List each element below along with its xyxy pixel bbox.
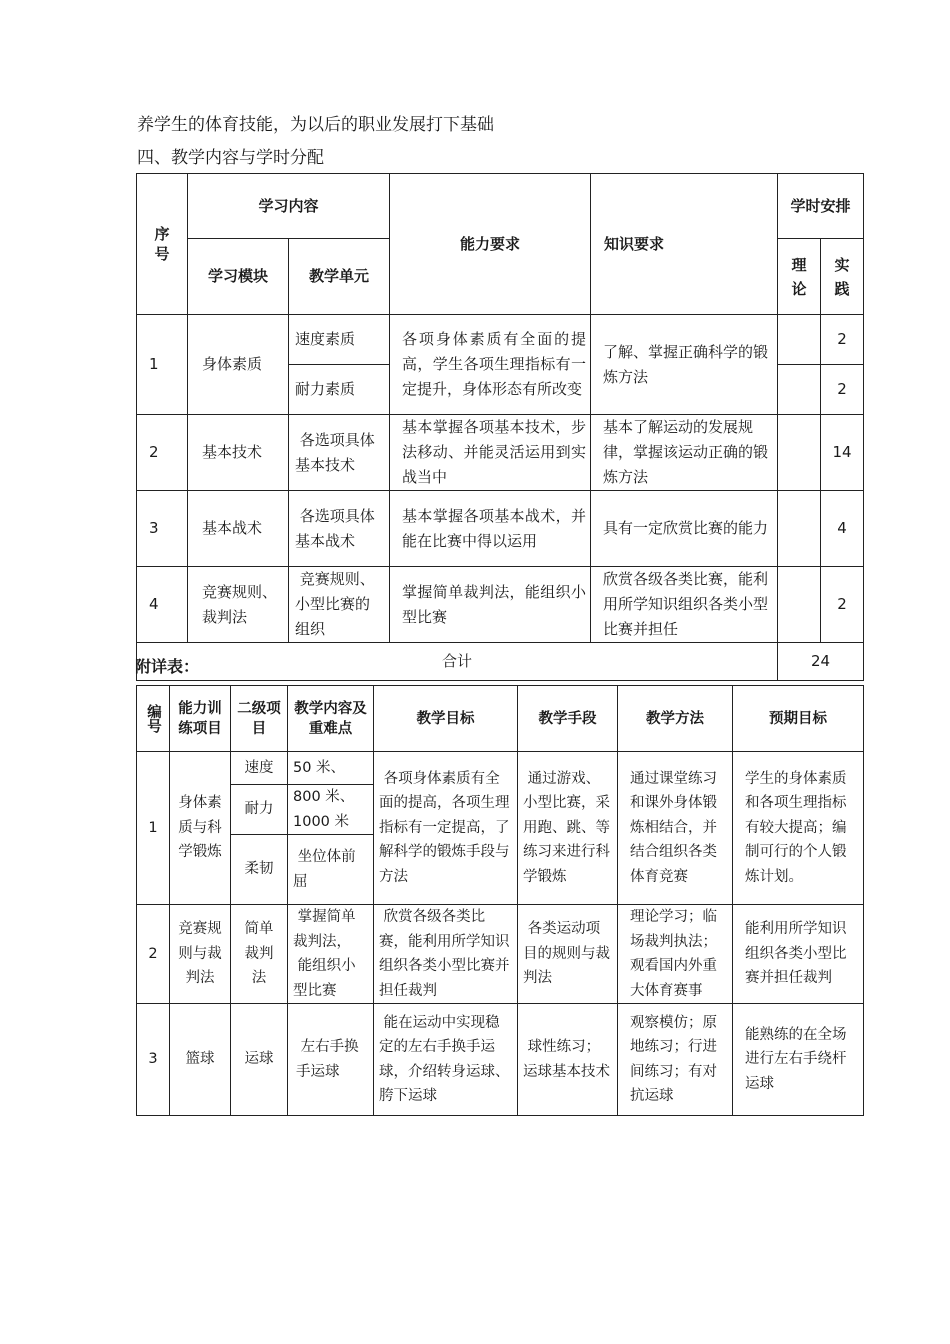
t2-row1-means: 通过游戏、小型比赛，采用跑、跳、等练习来进行科学锻炼: [518, 752, 618, 905]
t2-header-goal: 教学目标: [374, 686, 518, 752]
row2-knowledge: 基本了解运动的发展规律，掌握该运动正确的锻炼方法: [591, 415, 778, 491]
row4-ability: 掌握简单裁判法，能组织小型比赛: [390, 567, 591, 643]
t2-header-num: 编号: [137, 686, 170, 752]
header-theory: 理 论: [778, 239, 821, 315]
t2-row1-expected: 学生的身体素质和各项生理指标有较大提高；编制可行的个人锻炼计划。: [733, 752, 864, 905]
row4-knowledge: 欣赏各级各类比赛，能利用所学知识组织各类小型比赛并担任: [591, 567, 778, 643]
total-value: 24: [778, 643, 864, 681]
t2-row3-item: 篮球: [170, 1004, 231, 1116]
appendix-detail-table: [136, 685, 864, 1116]
t2-row2-means: 各类运动项目的规则与裁判法: [518, 905, 618, 1004]
t2-row1-sub1-content: 50 米、: [288, 752, 374, 785]
appendix-title: 附详表：: [135, 657, 200, 676]
intro-text: 养学生的体育技能，为以后的职业发展打下基础: [137, 115, 494, 135]
t2-row2-goal: 欣赏各级各类比赛，能利用所学知识组织各类小型比赛并担任裁判: [374, 905, 518, 1004]
t2-row3-num: 3: [137, 1004, 170, 1116]
row2-module: 基本技术: [188, 415, 289, 491]
row3-ability: 基本掌握各项基本战术，并能在比赛中得以运用: [390, 491, 591, 567]
t2-row2-sub: 简单裁判法: [231, 905, 288, 1004]
row2-theory: [778, 415, 821, 491]
t2-row1-sub2-name: 耐力: [231, 785, 288, 835]
t2-row1-sub3-name: 柔韧: [231, 835, 288, 905]
t2-header-method: 教学方法: [618, 686, 733, 752]
row2-practice: 14: [821, 415, 864, 491]
t2-row1-sub2-content: 800 米、1000 米: [288, 785, 374, 835]
t2-row1-sub3-content: 坐位体前屈: [288, 835, 374, 905]
row1-practice-a: 2: [821, 315, 864, 365]
t2-row2-num: 2: [137, 905, 170, 1004]
row3-module: 基本战术: [188, 491, 289, 567]
row4-module: 竞赛规则、裁判法: [188, 567, 289, 643]
t2-row2-expected: 能利用所学知识组织各类小型比赛并担任裁判: [733, 905, 864, 1004]
teaching-content-table: [136, 173, 864, 681]
row1-practice-b: 2: [821, 365, 864, 415]
t2-row3-expected: 能熟练的在全场进行左右手绕杆运球: [733, 1004, 864, 1116]
header-module: 学习模块: [188, 239, 289, 315]
t2-row2-method: 理论学习；临场裁判执法；观看国内外重大体育赛事: [618, 905, 733, 1004]
row1-seq: 1: [137, 315, 188, 415]
t2-header-means: 教学手段: [518, 686, 618, 752]
header-knowledge: 知识要求: [591, 174, 778, 315]
row3-unit: 各选项具体基本战术: [289, 491, 390, 567]
t2-row1-goal: 各项身体素质有全面的提高，各项生理指标有一定提高，了解科学的锻炼手段与方法: [374, 752, 518, 905]
row4-unit: 竞赛规则、小型比赛的组织: [289, 567, 390, 643]
row3-practice: 4: [821, 491, 864, 567]
t2-row1-item: 身体素质与科学锻炼: [170, 752, 231, 905]
t2-header-secondary: 二级项目: [231, 686, 288, 752]
t2-row1-sub1-name: 速度: [231, 752, 288, 785]
row3-knowledge: 具有一定欣赏比赛的能力: [591, 491, 778, 567]
header-seq: 序 号: [137, 174, 188, 315]
row1-unit-a: 速度素质: [289, 315, 390, 365]
row4-seq: 4: [137, 567, 188, 643]
t2-header-expected: 预期目标: [733, 686, 864, 752]
row1-unit-b: 耐力素质: [289, 365, 390, 415]
header-hours: 学时安排: [778, 174, 864, 239]
header-unit: 教学单元: [289, 239, 390, 315]
t2-header-content: 教学内容及重难点: [288, 686, 374, 752]
header-content: 学习内容: [188, 174, 390, 239]
header-practice: 实 践: [821, 239, 864, 315]
t2-row3-method: 观察模仿；原地练习；行进间练习；有对抗运球: [618, 1004, 733, 1116]
row1-theory-a: [778, 315, 821, 365]
t2-row1-num: 1: [137, 752, 170, 905]
t2-row1-method: 通过课堂练习和课外身体锻炼相结合，并结合组织各类体育竞赛: [618, 752, 733, 905]
row2-ability: 基本掌握各项基本技术，步法移动、并能灵活运用到实战当中: [390, 415, 591, 491]
t2-row3-sub: 运球: [231, 1004, 288, 1116]
row1-ability: 各项身体素质有全面的提高，学生各项生理指标有一定提升，身体形态有所改变: [390, 315, 591, 415]
section-title: 四、教学内容与学时分配: [137, 148, 324, 168]
row1-module: 身体素质: [188, 315, 289, 415]
row1-knowledge: 了解、掌握正确科学的锻炼方法: [591, 315, 778, 415]
t2-row2-content: 掌握简单裁判法， 能组织小型比赛: [288, 905, 374, 1004]
row1-theory-b: [778, 365, 821, 415]
t2-row3-content: 左右手换手运球: [288, 1004, 374, 1116]
row3-seq: 3: [137, 491, 188, 567]
t2-row2-item: 竞赛规则与裁判法: [170, 905, 231, 1004]
row2-seq: 2: [137, 415, 188, 491]
row4-practice: 2: [821, 567, 864, 643]
row3-theory: [778, 491, 821, 567]
total-label: 合计: [137, 643, 778, 681]
t2-row3-means: 球性练习；运球基本技术: [518, 1004, 618, 1116]
row4-theory: [778, 567, 821, 643]
t2-row3-goal: 能在运动中实现稳定的左右手换手运球，介绍转身运球、胯下运球: [374, 1004, 518, 1116]
header-ability: 能力要求: [390, 174, 591, 315]
row2-unit: 各选项具体基本技术: [289, 415, 390, 491]
t2-header-ability-item: 能力训练项目: [170, 686, 231, 752]
